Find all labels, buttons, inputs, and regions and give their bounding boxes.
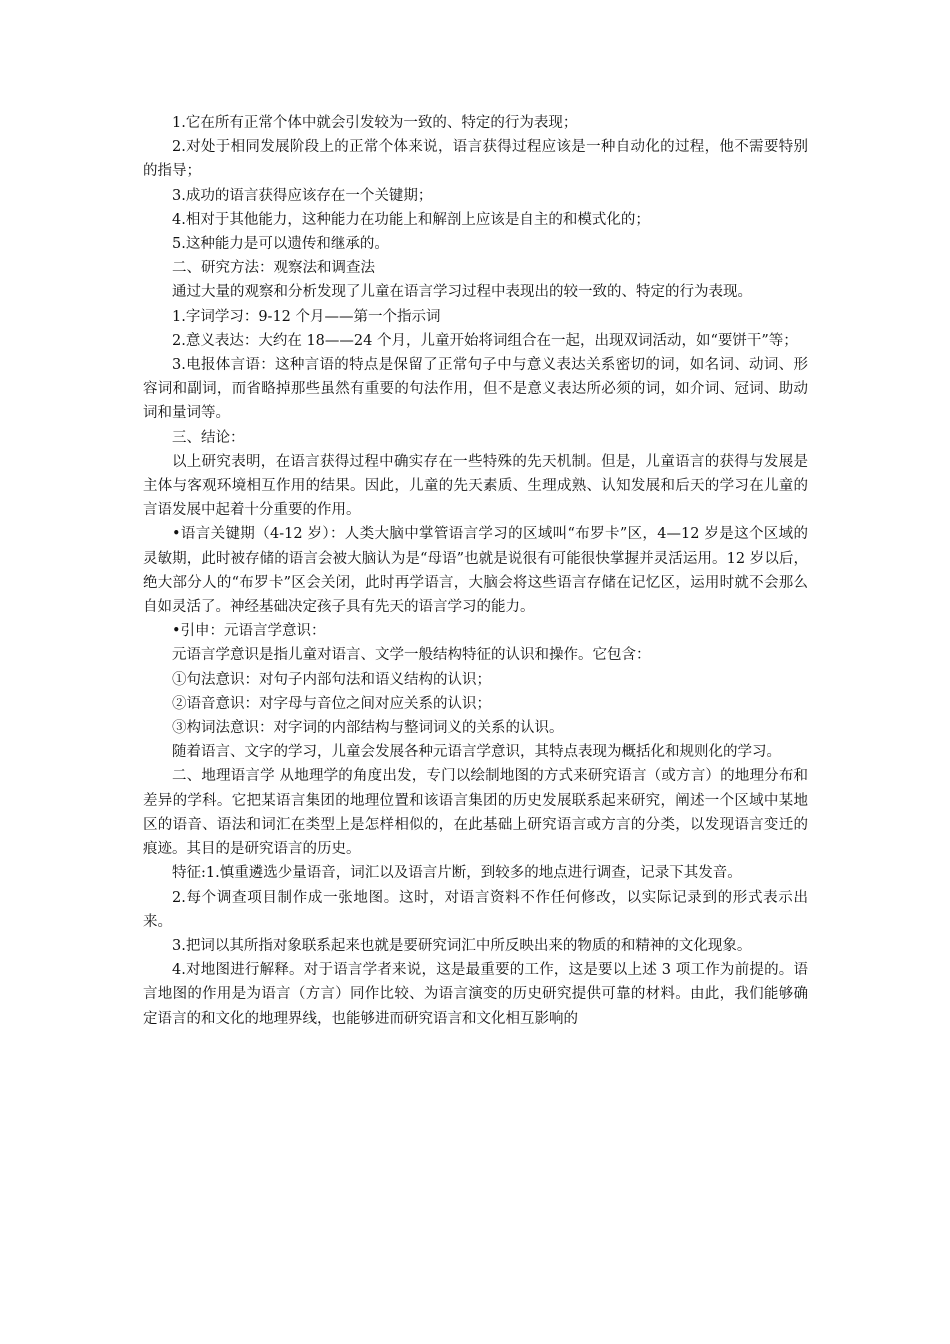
paragraph: 3.把词以其所指对象联系起来也就是要研究词汇中所反映出来的物质的和精神的文化现象。	[172, 937, 752, 954]
paragraph: 2.意义表达：大约在 18——24 个月，儿童开始将词组合在一起，出现双词活动，如“要饼干”等；	[172, 332, 798, 349]
list-item: ①句法意识：对句子内部句法和语义结构的认识；	[172, 671, 491, 688]
paragraph: 5.这种能力是可以遗传和继承的。	[172, 236, 389, 253]
paragraph: 2.对处于相同发展阶段上的正常个体来说，语言获得过程应该是一种自动化的过程，他不需要特别的指导；	[143, 139, 808, 180]
section-heading: 三、结论：	[172, 429, 245, 446]
paragraph: 随着语言、文字的学习，儿童会发展各种元语言学意识，其特点表现为概括化和规则化的学习。	[172, 744, 781, 761]
section-paragraph: 二、地理语言学 从地理学的角度出发，专门以绘制地图的方式来研究语言（或方言）的地理分布和差异的学科。它把某语言集团的地理位置和该语言集团的历史发展联系起来研究，阐述一个区域中某地区的语音、语法和词汇在类型上是怎样相似的，在此基础上研究语言或方言的分类，以发现语言变迁的痕迹。其目的是研究语言的历史。	[143, 768, 808, 858]
bullet-paragraph: •引申：元语言学意识：	[172, 623, 326, 640]
paragraph: 2.每个调查项目制作成一张地图。这时，对语言资料不作任何修改，以实际记录到的形式表示出来。	[143, 889, 808, 930]
paragraph: 以上研究表明，在语言获得过程中确实存在一些特殊的先天机制。但是，儿童语言的获得与发展是主体与客观环境相互作用的结果。因此，儿童的先天素质、生理成熟、认知发展和后天的学习在儿童的言语发展中起着十分重要的作用。	[143, 453, 808, 519]
paragraph: 3.成功的语言获得应该存在一个关键期；	[172, 187, 433, 204]
list-item: ②语音意识：对字母与音位之间对应关系的认识；	[172, 695, 491, 712]
paragraph: 4.相对于其他能力，这种能力在功能上和解剖上应该是自主的和模式化的；	[172, 211, 650, 228]
bullet-paragraph: •语言关键期（4-12 岁）：人类大脑中掌管语言学习的区域叫“布罗卡”区，4—12 岁是这个区域的灵敏期，此时被存储的语言会被大脑认为是“母语”也就是说很有可能很快掌握并灵活运用。12 岁以后，绝大部分人的“布罗卡”区会关闭，此时再学语言，大脑会将这些语言存储在记忆区，运用时就不会那么自如灵活了。神经基础决定孩子具有先天的语言学习的能力。	[143, 526, 808, 616]
list-item: ③构词法意识：对字词的内部结构与整词词义的关系的认识。	[172, 720, 564, 737]
paragraph: 1.字词学习：9-12 个月——第一个指示词	[172, 308, 441, 325]
section-heading: 二、研究方法：观察法和调查法	[172, 260, 375, 277]
paragraph: 3.电报体言语：这种言语的特点是保留了正常句子中与意义表达关系密切的词，如名词、动词、形容词和副词，而省略掉那些虽然有重要的句法作用，但不是意义表达所必须的词，如介词、冠词、助动词和量词等。	[143, 357, 808, 422]
paragraph: 1.它在所有正常个体中就会引发较为一致的、特定的行为表现；	[172, 115, 578, 131]
paragraph: 特征:1.慎重遴选少量语音，词汇以及语言片断，到较多的地点进行调查，记录下其发音。	[172, 865, 742, 882]
document-body	[143, 111, 808, 1031]
paragraph: 通过大量的观察和分析发现了儿童在语言学习过程中表现出的较一致的、特定的行为表现。	[172, 284, 752, 301]
paragraph: 4.对地图进行解释。对于语言学者来说，这是最重要的工作，这是要以上述 3 项工作为前提的。语言地图的作用是为语言（方言）同作比较、为语言演变的历史研究提供可靠的材料。由此，我们能够确定语言的和文化的地理界线，也能够进而研究语言和文化相互影响的	[143, 962, 808, 1027]
paragraph: 元语言学意识是指儿童对语言、文学一般结构特征的认识和操作。它包含：	[172, 647, 651, 664]
